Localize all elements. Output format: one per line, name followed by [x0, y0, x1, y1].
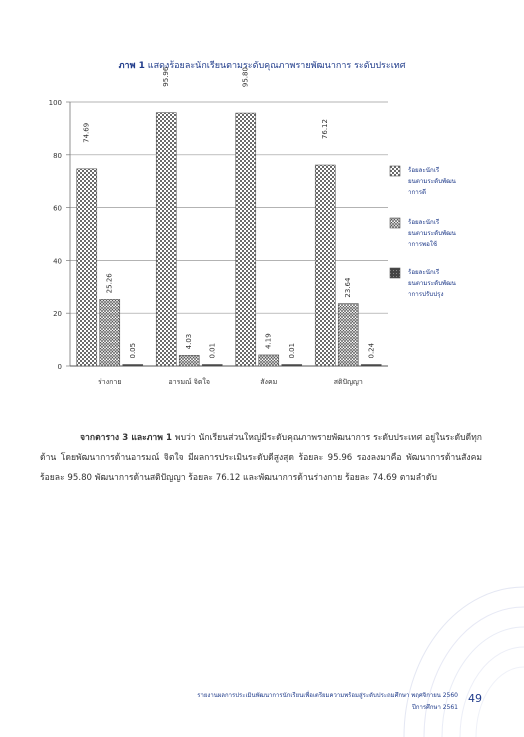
legend [390, 166, 457, 298]
bar [282, 365, 302, 367]
figure-number: ภาพ 1 [118, 61, 145, 71]
bar [338, 304, 358, 366]
category-label: สังคม [260, 378, 278, 386]
category-label: อารมณ์ จิตใจ [168, 378, 210, 386]
legend-label: ร้อยละนักเรียนตามระดับพัฒนาการพอใช้ [408, 219, 456, 248]
figure-title: แสดงร้อยละนักเรียนตามระดับคุณภาพรายพัฒนาการ ระดับประเทศ [147, 61, 406, 71]
legend-label: ร้อยละนักเรียนตามระดับพัฒนาการดี [408, 167, 456, 196]
y-tick-label: 60 [53, 204, 62, 213]
y-tick-label: 40 [53, 257, 62, 266]
category-label: สติปัญญา [333, 378, 363, 386]
value-label: 95.96 [162, 66, 171, 87]
value-label: 25.26 [105, 273, 114, 294]
y-tick-label: 0 [57, 363, 62, 371]
footer-title: รายงานผลการประเมินพัฒนาการนักเรียนเพื่อเตรียมความพร้อมสู่ระดับประถมศึกษา พฤศจิกายน 2560 [197, 692, 458, 699]
value-label: 0.24 [367, 342, 376, 359]
category-label: ร่างกาย [98, 378, 122, 386]
paragraph-lead: จากตาราง 3 และภาพ 1 [80, 433, 173, 443]
bar [77, 169, 97, 366]
value-label: 23.64 [344, 277, 353, 298]
bars [77, 113, 382, 366]
legend-swatch [390, 166, 400, 176]
bar [179, 355, 199, 366]
bar [361, 365, 381, 367]
value-label: 0.01 [287, 342, 296, 359]
bar [100, 299, 120, 366]
legend-swatch [390, 268, 400, 278]
value-label: 76.12 [321, 119, 330, 140]
body-paragraph [40, 428, 482, 488]
y-tick-label: 20 [53, 310, 62, 319]
bar [236, 113, 256, 366]
bar [315, 165, 335, 366]
bar [259, 355, 279, 366]
value-label: 74.69 [82, 122, 91, 143]
value-label: 95.80 [241, 67, 250, 88]
bar [123, 365, 143, 367]
y-tick-label: 100 [48, 99, 62, 107]
y-tick-label: 80 [53, 151, 62, 160]
bar [156, 113, 176, 366]
page-number: 49 [468, 692, 482, 705]
value-label: 4.03 [185, 333, 194, 350]
bar [202, 365, 222, 367]
footer-subtitle: ปีการศึกษา 2561 [412, 704, 458, 711]
legend-swatch [390, 218, 400, 228]
value-label: 0.05 [128, 342, 137, 359]
value-label: 4.19 [264, 333, 273, 349]
legend-label: ร้อยละนักเรียนตามระดับพัฒนาการปรับปรุง [408, 269, 456, 298]
value-label: 0.01 [208, 342, 217, 359]
paragraph-body: พบว่า นักเรียนส่วนใหญ่มีระดับคุณภาพรายพัฒนาการ ระดับประเทศ อยู่ในระดับดีทุกด้าน โดยพัฒนาการด้านอารมณ์ จิตใจ มีผลการประเมินระดับดีสูงสุด ร้อยละ 95.96 รองลงมาคือ พัฒนาการด้านสังคม ร้อยละ 95.80 พัฒนาการด้านสติปัญญา ร้อยละ 76.12 และพัฒนาการด้านร่างกาย ร้อยละ 74.69 ตามลำดับ [40, 433, 482, 483]
